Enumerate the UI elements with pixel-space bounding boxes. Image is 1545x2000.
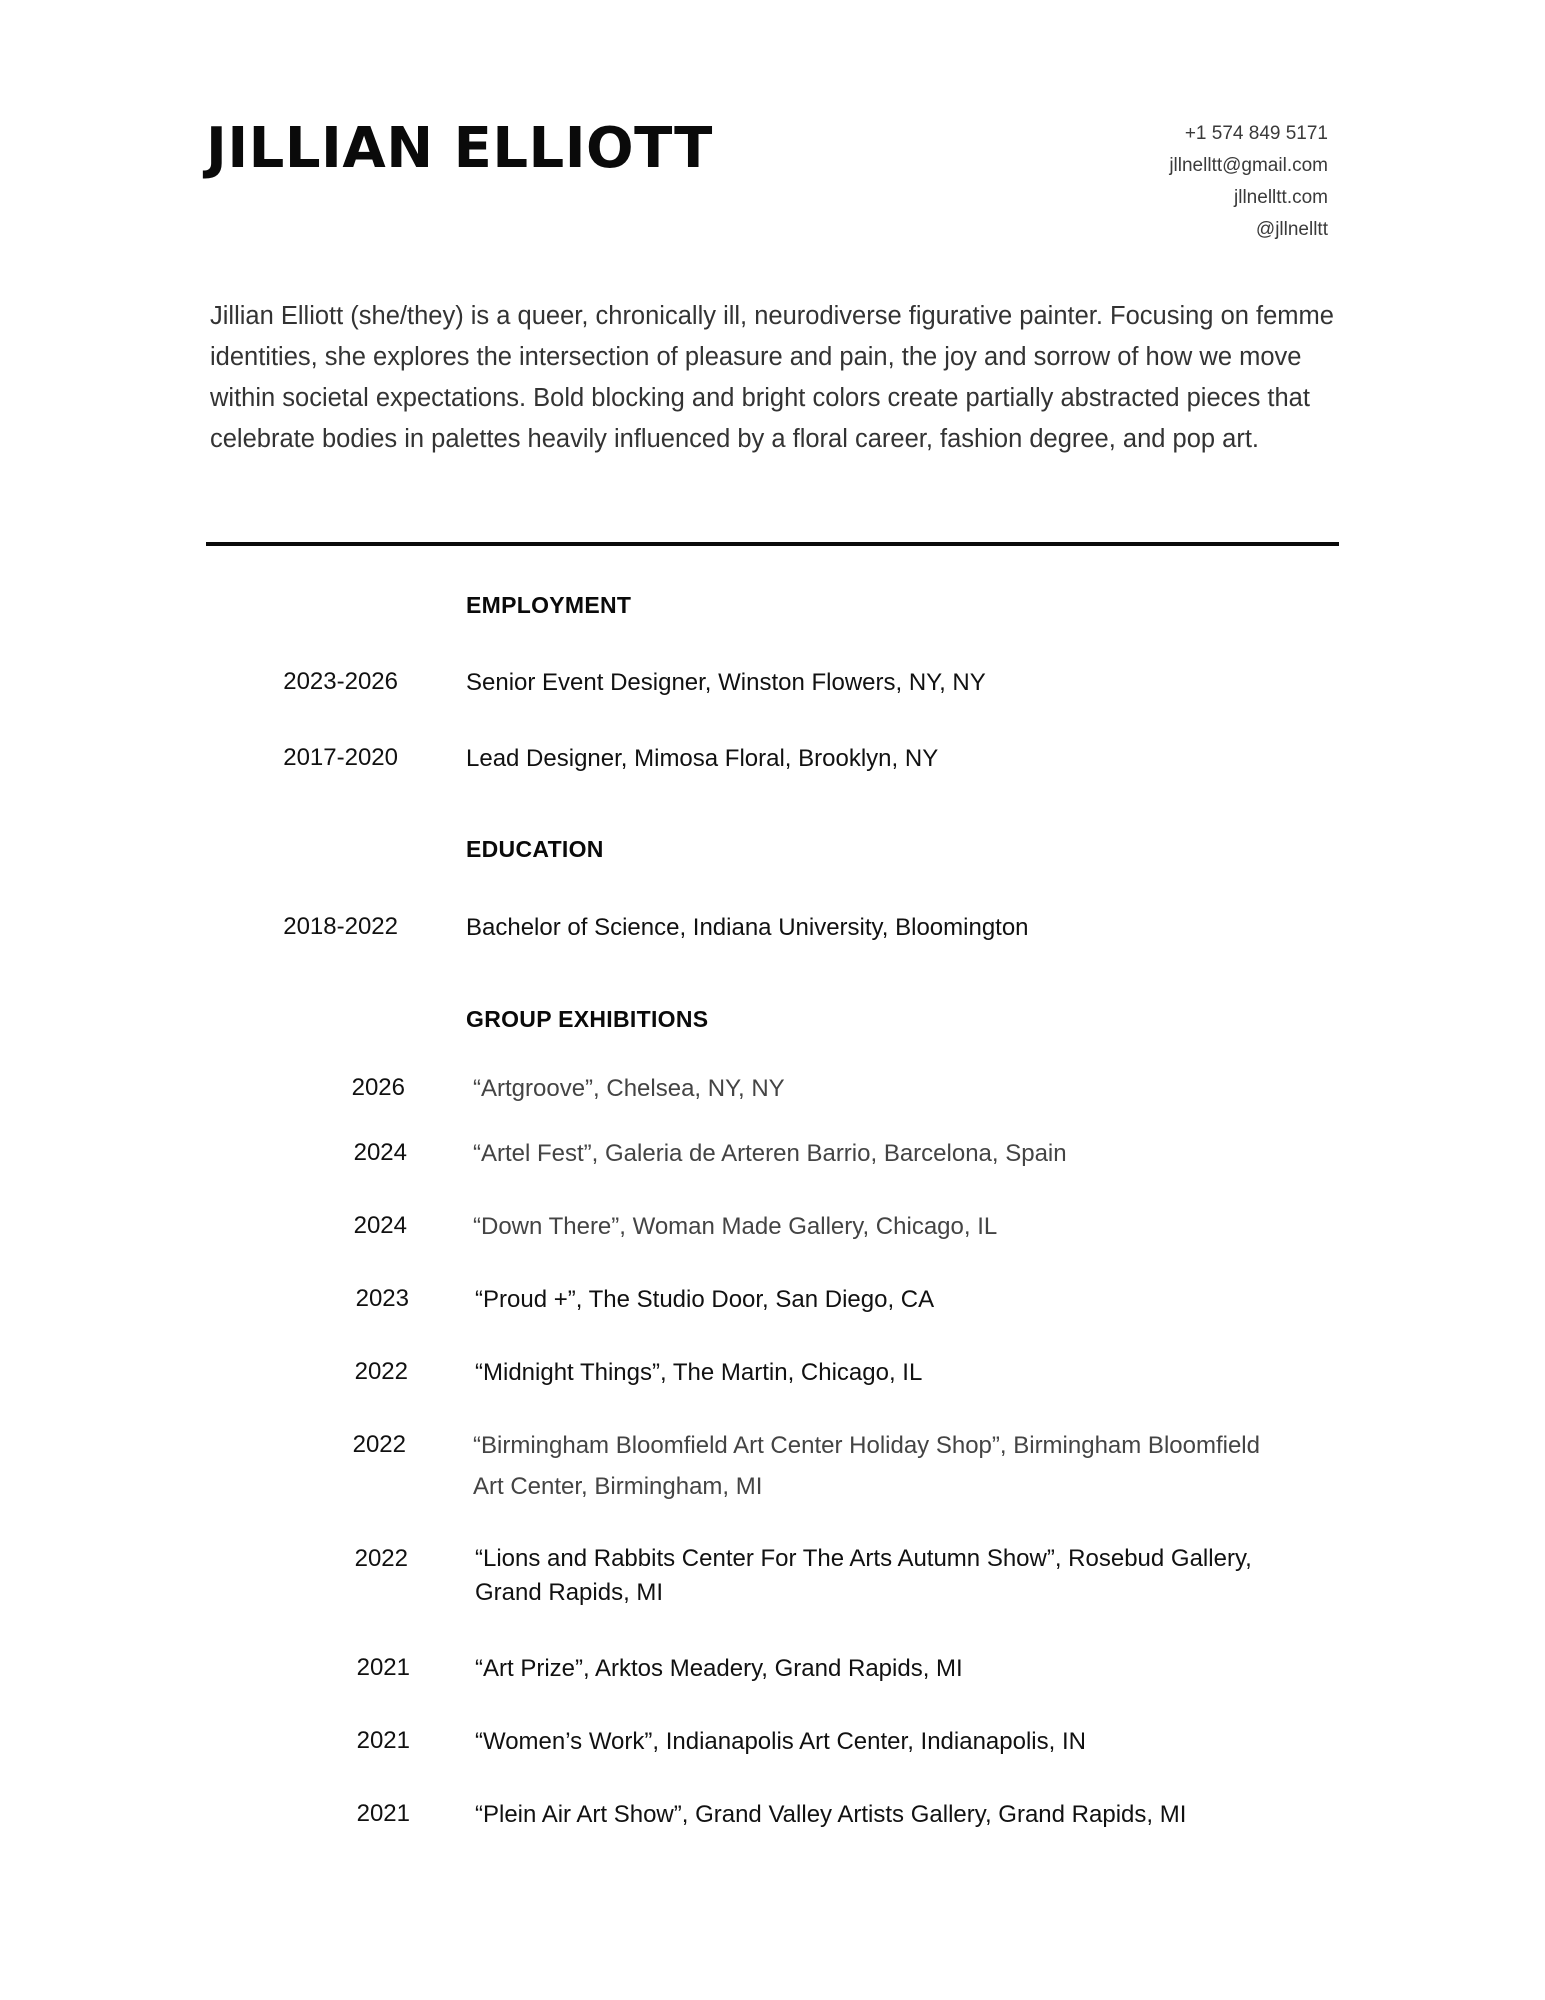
employment-entry: Senior Event Designer, Winston Flowers, NY, NY — [466, 669, 986, 696]
exhibition-year: 2021 — [356, 1800, 410, 1827]
exhibition-entry: “Artel Fest”, Galeria de Arteren Barrio, Barcelona, Spain — [473, 1140, 1067, 1167]
exhibition-entry: “Art Prize”, Arktos Meadery, Grand Rapids, MI — [475, 1655, 963, 1682]
exhibition-entry: “Lions and Rabbits Center For The Arts Autumn Show”, Rosebud Gallery, Grand Rapids, MI — [475, 1545, 1252, 1606]
section-divider — [206, 542, 1339, 546]
education-heading: EDUCATION — [466, 836, 604, 862]
employment-entry: Lead Designer, Mimosa Floral, Brooklyn, NY — [466, 745, 939, 772]
social-handle: @jllnelltt — [1255, 219, 1328, 240]
exhibition-year: 2022 — [352, 1431, 406, 1458]
exhibition-entry: “Plein Air Art Show”, Grand Valley Artists Gallery, Grand Rapids, MI — [475, 1801, 1187, 1828]
exhibition-year: 2022 — [354, 1545, 408, 1572]
exhibition-entry: “Women’s Work”, Indianapolis Art Center, Indianapolis, IN — [475, 1728, 1086, 1755]
education-years: 2018-2022 — [283, 913, 398, 940]
exhibition-year: 2024 — [353, 1139, 407, 1166]
exhibition-year: 2022 — [354, 1358, 408, 1385]
exhibition-entry: “Midnight Things”, The Martin, Chicago, IL — [475, 1359, 923, 1386]
artist-bio: Jillian Elliott (she/they) is a queer, chronically ill, neurodiverse figurative painter. Focusing on femme identities, she explores the intersection of pleasure and pain, the joy and sorrow of how we move within societal expectations. Bold blocking and bright colors create partially abstracted pieces that celebrate bodies in palettes heavily influenced by a floral career, fashion degree, and pop art. — [210, 302, 1334, 453]
page-title: JILLIAN ELLIOTT — [206, 116, 713, 181]
employment-years: 2023-2026 — [283, 668, 398, 695]
employment-years: 2017-2020 — [283, 744, 398, 771]
exhibition-year: 2021 — [356, 1727, 410, 1754]
exhibition-year: 2026 — [351, 1074, 405, 1101]
email-address: jllnelltt@gmail.com — [1169, 155, 1328, 176]
exhibition-year: 2024 — [353, 1212, 407, 1239]
exhibition-entry: “Proud +”, The Studio Door, San Diego, CA — [475, 1286, 935, 1313]
exhibition-entry: “Artgroove”, Chelsea, NY, NY — [473, 1075, 785, 1102]
education-entry: Bachelor of Science, Indiana University, Bloomington — [466, 914, 1029, 941]
exhibitions-heading: GROUP EXHIBITIONS — [466, 1006, 709, 1032]
phone-number: +1 574 849 5171 — [1184, 123, 1328, 144]
website: jllnelltt.com — [1234, 187, 1328, 208]
exhibition-entry: “Birmingham Bloomfield Art Center Holiday Shop”, Birmingham Bloomfield Art Center, Birmingham, MI — [473, 1432, 1260, 1500]
exhibition-year: 2021 — [356, 1654, 410, 1681]
contact-block — [1169, 118, 1328, 246]
employment-heading: EMPLOYMENT — [466, 592, 632, 618]
exhibition-year: 2023 — [355, 1285, 409, 1312]
exhibition-entry: “Down There”, Woman Made Gallery, Chicago, IL — [473, 1213, 998, 1240]
